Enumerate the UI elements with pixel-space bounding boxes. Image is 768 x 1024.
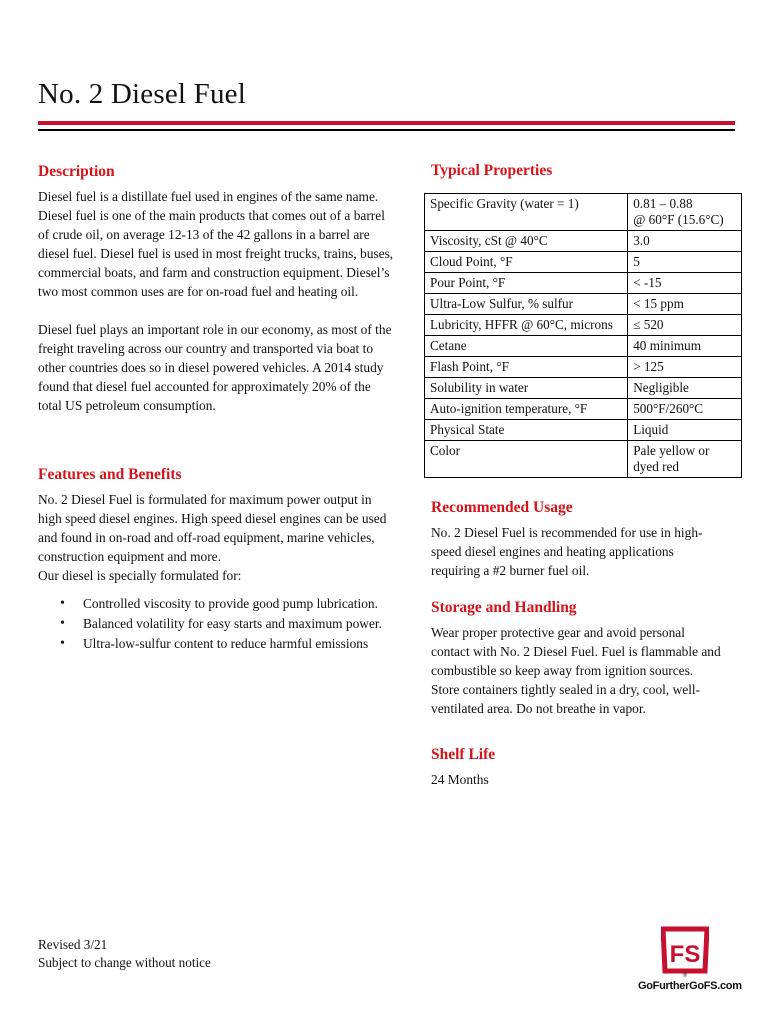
property-value: 500°F/260°C bbox=[628, 399, 742, 420]
shelf-life-text: 24 Months bbox=[431, 772, 489, 787]
property-name: Pour Point, °F bbox=[425, 273, 628, 294]
property-value: Pale yellow or dyed red bbox=[628, 441, 742, 478]
properties-row bbox=[425, 294, 742, 315]
shelf-life-heading: Shelf Life bbox=[431, 746, 496, 763]
features-bullet-list bbox=[38, 594, 398, 654]
property-value: 5 bbox=[628, 252, 742, 273]
features-bullet-item: • Controlled viscosity to provide good pump lubrication. bbox=[38, 594, 398, 614]
properties-row bbox=[425, 231, 742, 252]
property-value: 40 minimum bbox=[628, 336, 742, 357]
property-name: Viscosity, cSt @ 40°C bbox=[425, 231, 628, 252]
features-bullet-item: • Ultra-low-sulfur content to reduce harmful emissions bbox=[38, 634, 398, 654]
properties-row bbox=[425, 252, 742, 273]
property-name: Lubricity, HFFR @ 60°C, microns bbox=[425, 315, 628, 336]
svg-text:®: ® bbox=[682, 973, 688, 977]
page-title: No. 2 Diesel Fuel bbox=[38, 78, 246, 110]
features-section bbox=[38, 466, 398, 654]
usage-heading: Recommended Usage bbox=[431, 499, 573, 516]
title-rule-red bbox=[38, 121, 735, 125]
property-value: 3.0 bbox=[628, 231, 742, 252]
title-rule-black bbox=[38, 129, 735, 131]
storage-heading: Storage and Handling bbox=[431, 599, 577, 616]
properties-row bbox=[425, 357, 742, 378]
features-paragraph-1: No. 2 Diesel Fuel is formulated for maximum power output in high speed diesel engines. High speed diesel engines can be used and found in on-road and off-road equipment, marine vehicles, construction equipment and more. bbox=[38, 492, 387, 564]
properties-table bbox=[424, 193, 742, 478]
properties-heading-wrap bbox=[431, 162, 741, 180]
properties-row bbox=[425, 420, 742, 441]
properties-row bbox=[425, 315, 742, 336]
usage-section bbox=[431, 499, 741, 580]
property-value: < 15 ppm bbox=[628, 294, 742, 315]
property-value: < -15 bbox=[628, 273, 742, 294]
description-paragraph-2: Diesel fuel plays an important role in our economy, as most of the freight traveling across our country and transported via boat to other countries does so in diesel powered vehicles. A 2014 study found that diesel fuel accounted for approximately 20% of the total US petroleum consumption. bbox=[38, 322, 392, 413]
properties-heading: Typical Properties bbox=[431, 162, 553, 179]
property-name: Physical State bbox=[425, 420, 628, 441]
fs-logo-icon bbox=[661, 925, 709, 977]
usage-text: No. 2 Diesel Fuel is recommended for use in high-speed diesel engines and heating applications requiring a #2 burner fuel oil. bbox=[431, 525, 703, 578]
property-name: Color bbox=[425, 441, 628, 478]
property-value: Negligible bbox=[628, 378, 742, 399]
property-value: > 125 bbox=[628, 357, 742, 378]
properties-row bbox=[425, 273, 742, 294]
properties-row bbox=[425, 194, 742, 231]
property-name: Auto-ignition temperature, °F bbox=[425, 399, 628, 420]
storage-section bbox=[431, 599, 741, 718]
revised-date: Revised 3/21 bbox=[38, 937, 108, 952]
property-value: Liquid bbox=[628, 420, 742, 441]
property-name: Solubility in water bbox=[425, 378, 628, 399]
fs-logo-text: FS bbox=[669, 941, 701, 968]
property-value: 0.81 – 0.88 @ 60°F (15.6°C) bbox=[628, 194, 742, 231]
properties-row bbox=[425, 378, 742, 399]
properties-row bbox=[425, 336, 742, 357]
features-paragraph-2: Our diesel is specially formulated for: bbox=[38, 568, 242, 583]
storage-text: Wear proper protective gear and avoid personal contact with No. 2 Diesel Fuel. Fuel is flammable and combustible so keep away from ignition sources. Store containers tightly sealed in a dry, cool, well-ventilated area. Do not breathe in vapor. bbox=[431, 625, 721, 716]
property-name: Specific Gravity (water = 1) bbox=[425, 194, 628, 231]
properties-row bbox=[425, 399, 742, 420]
footer bbox=[38, 936, 211, 972]
features-bullet-item: • Balanced volatility for easy starts and maximum power. bbox=[38, 614, 398, 634]
shelf-life-section bbox=[431, 746, 741, 789]
properties-row bbox=[425, 441, 742, 478]
description-heading: Description bbox=[38, 163, 115, 180]
change-notice: Subject to change without notice bbox=[38, 955, 211, 970]
description-paragraph-1: Diesel fuel is a distillate fuel used in engines of the same name. Diesel fuel is one of the main products that comes out of a barrel of crude oil, on average 12-13 of the 42 gallons in a barrel are diesel fuel. Diesel fuel is used in most freight trucks, trains, buses, commercial boats, and farm and construction equipment. Diesel’s two most common uses are for on-road fuel and heating oil. bbox=[38, 189, 394, 299]
property-value: ≤ 520 bbox=[628, 315, 742, 336]
property-name: Cetane bbox=[425, 336, 628, 357]
property-name: Flash Point, °F bbox=[425, 357, 628, 378]
website-url[interactable]: GoFurtherGoFS.com bbox=[638, 980, 742, 992]
property-name: Ultra-Low Sulfur, % sulfur bbox=[425, 294, 628, 315]
description-section bbox=[38, 163, 398, 415]
property-name: Cloud Point, °F bbox=[425, 252, 628, 273]
features-heading: Features and Benefits bbox=[38, 466, 182, 483]
fs-logo bbox=[661, 925, 709, 982]
